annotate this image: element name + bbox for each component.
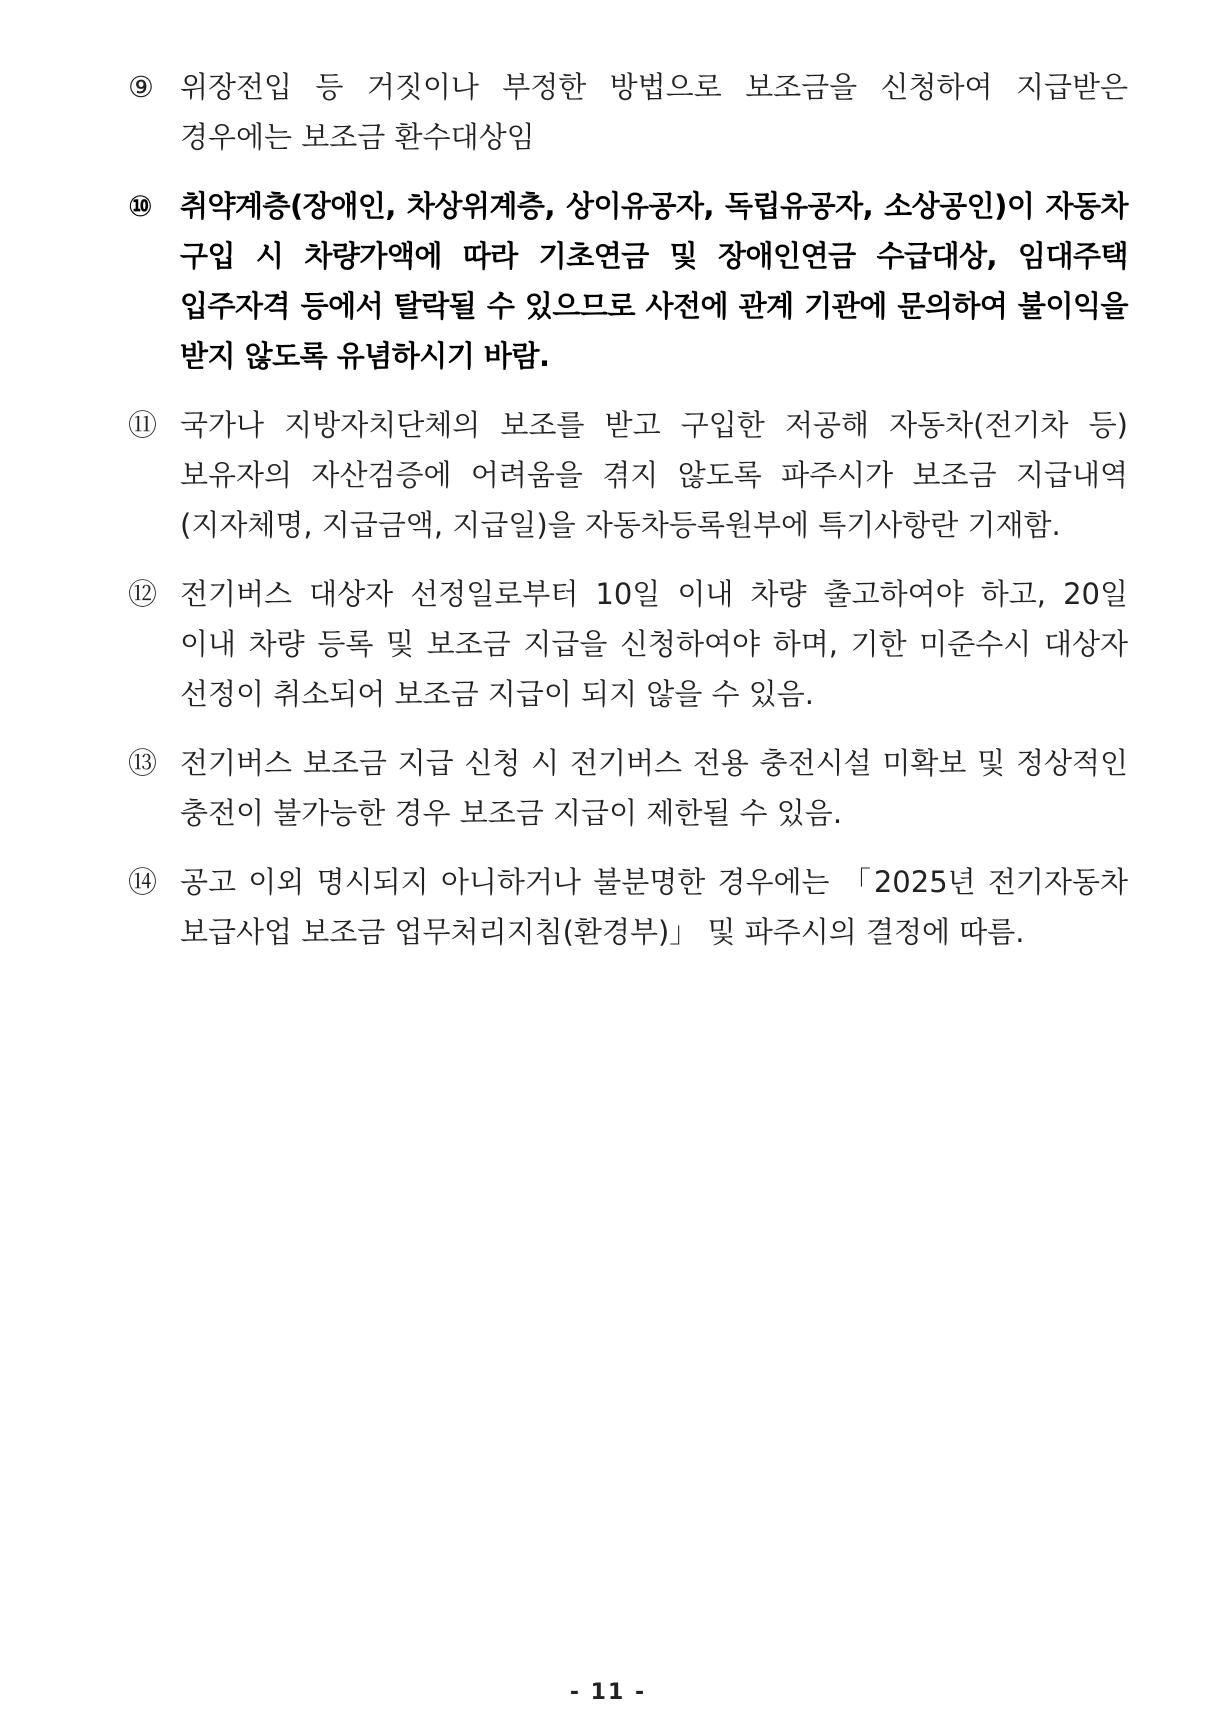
- item-number: ⑭: [128, 865, 158, 899]
- list-item: [128, 738, 1128, 838]
- item-number: ⑪: [128, 408, 158, 442]
- item-number: ⑩: [128, 189, 153, 223]
- item-text: 취약계층(장애인, 차상위계층, 상이유공자, 독립유공자, 소상공인)이 자동차 구입 시 차량가액에 따라 기초연금 및 장애인연금 수급대상, 임대주택 입주자격 등에서 탈락될 수 있으므로 사전에 관계 기관에 문의하여 불이익을 받지 않도록 유념하시기 바람.: [180, 189, 1128, 373]
- item-text: 공고 이외 명시되지 아니하거나 불분명한 경우에는 「2025년 전기자동차 보급사업 보조금 업무처리지침(환경부)」 및 파주시의 결정에 따름.: [180, 865, 1128, 949]
- item-number: ⑬: [128, 746, 158, 780]
- item-number: ⑫: [128, 577, 158, 611]
- item-number: ⑨: [128, 70, 154, 104]
- list-item: [128, 400, 1128, 550]
- list-item: [128, 857, 1128, 957]
- notice-list: [128, 62, 1128, 976]
- item-text: 전기버스 보조금 지급 신청 시 전기버스 전용 충전시설 미확보 및 정상적인 충전이 불가능한 경우 보조금 지급이 제한될 수 있음.: [180, 746, 1128, 830]
- item-text: 위장전입 등 거짓이나 부정한 방법으로 보조금을 신청하여 지급받은 경우에는 보조금 환수대상임: [180, 70, 1128, 154]
- list-item: [128, 62, 1128, 162]
- item-text: 국가나 지방자치단체의 보조를 받고 구입한 저공해 자동차(전기차 등) 보유자의 자산검증에 어려움을 겪지 않도록 파주시가 보조금 지급내역 (지자체명, 지급금액, 지급일)을 자동차등록원부에 특기사항란 기재함.: [180, 408, 1128, 542]
- list-item-emphasis: [128, 181, 1128, 381]
- item-text: 전기버스 대상자 선정일로부터 10일 이내 차량 출고하여야 하고, 20일 이내 차량 등록 및 보조금 지급을 신청하여야 하며, 기한 미준수시 대상자 선정이 취소되어 보조금 지급이 되지 않을 수 있음.: [180, 577, 1128, 711]
- list-item: [128, 569, 1128, 719]
- page-number: - 11 -: [569, 1680, 647, 1705]
